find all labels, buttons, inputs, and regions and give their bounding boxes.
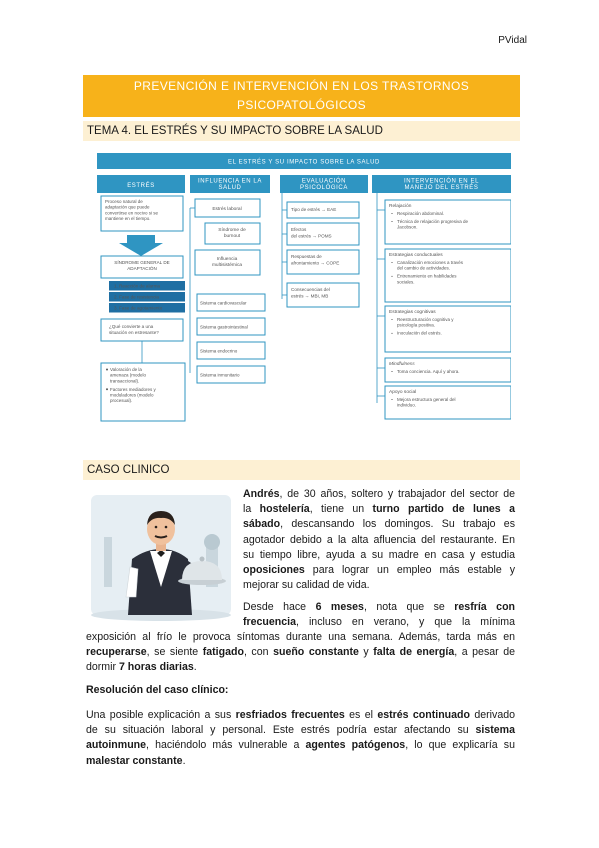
intervention-title-2: Estrategias conductuales (389, 253, 443, 258)
factor-1: Valoración de la amenaza (modelo transaccional). (110, 367, 147, 384)
case-paragraph-1 (243, 487, 515, 593)
case-paragraph-1-line: su tiempo libre, ayuda a su madre en casa y estudia (243, 548, 515, 561)
down-arrow-icon (119, 235, 163, 256)
question-label: ¿Qué convierte a una situación en estresante? (109, 324, 159, 335)
stress-definition: Proceso natural de adaptación que puede convertirse en nocivo si se mantiene en el tiempo. (105, 199, 159, 221)
bullet-icon (106, 388, 108, 390)
resolution-paragraph-line: Una posible explicación a sus resfriados frecuentes es el estrés continuado derivado (86, 709, 516, 721)
resolution-paragraph (86, 708, 515, 769)
page-title (83, 75, 520, 117)
case-paragraph-1-line: sábado, descansando los domingos. Su trabajo es (243, 518, 515, 531)
intervention-item: Reestructuración cognitiva y psicología positiva. (397, 317, 454, 328)
case-paragraph-2-line: frecuencia, incluso en verano, y que la mínima (243, 616, 515, 629)
multisystem-label: Influencia multisistémica (211, 257, 243, 268)
burnout-label: Síndrome de burnout (218, 228, 246, 239)
intervention-title-3: Estrategias cognitivas (389, 310, 436, 315)
evaluation-label-1: Tipo de estrés → EAE (291, 207, 337, 212)
col-intervencion-header-text: INTERVENCIÓN EN EL MANEJO DEL ESTRÉS (403, 178, 480, 191)
case-paragraph-1-line: agotador debido a la alta afluencia del restaurante. En (243, 533, 515, 546)
case-paragraph-1-line: mejorar su calidad de vida. (243, 579, 370, 592)
col-estres-header-text: ESTRÉS (127, 183, 155, 189)
intervention-title-5: Apoyo social (389, 390, 417, 395)
waiter-illustration (86, 487, 236, 621)
case-heading: CASO CLINICO (83, 460, 520, 480)
case-paragraph-1-line: oposiciones para lograr un empleo más estable y (243, 564, 515, 577)
case-paragraph-2-intro (243, 600, 515, 630)
syndrome-label: SÍNDROME GENERAL DE ADAPTACIÓN (114, 260, 170, 271)
factor-2: Factores mediadores y moduladores (modelo procesual). (110, 386, 156, 404)
resolution-paragraph-line: autoinmune, haciéndolo más vulnerable a agentes patógenos, lo que explicaría su (86, 739, 515, 752)
intervention-item: Técnica de relajación progresiva de Jacobson. (397, 219, 469, 230)
case-paragraph-2-line: exposición al frío le provoca síntomas durante una semana. Además, tarda más en (86, 631, 515, 643)
intervention-item: Mejora estructura general del individuo. (397, 397, 456, 408)
evaluation-label-4: Consecuencias del estrés → MBI, MB (291, 287, 330, 299)
labor-stress-label: Estrés laboral (212, 207, 242, 212)
case-paragraph-2-line: recuperarse, se siente fatigado, con sueño constante y falta de energía, a pesar de (86, 646, 515, 659)
intervention-item: Respiración abdominal. (397, 211, 445, 216)
author-label: PVidal (498, 35, 527, 46)
intervention-title-4: Mindfulness (389, 362, 415, 367)
bullet-icon (106, 369, 108, 371)
case-paragraph-2-line: Desde hace 6 meses, nota que se resfría con (243, 601, 516, 613)
intervention-item: Canalización emociones a través del cambio de actividades. (397, 260, 464, 271)
case-paragraph-2-line: dormir 7 horas diarias. (86, 661, 197, 674)
intervention-title-1: Relajación (389, 204, 412, 209)
resolution-paragraph-line: malestar constante. (86, 754, 186, 767)
phase-label-3: 3. Fase de agotamiento (114, 305, 163, 311)
intervention-item: Inoculación del estrés. (397, 330, 442, 336)
title-line-1: PREVENCIÓN E INTERVENCIÓN EN LOS TRASTORNOS (133, 79, 470, 93)
system-label-3: Sistema endocrino (200, 348, 238, 354)
phase-label-1: 1. Reacción de alarma (114, 283, 160, 289)
resolution-title: Resolución del caso clínico: (86, 684, 229, 696)
case-paragraph-1-line: Andrés, de 30 años, soltero y trabajador del sector de (243, 488, 515, 500)
evaluation-label-2: Efectos del estrés → POMS (291, 227, 332, 239)
case-paragraph-1-line: la hostelería, tiene un turno partido de lunes a (243, 503, 515, 516)
system-label-1: Sistema cardiovascular (200, 300, 247, 306)
intervention-item: Entrenamiento en habilidades sociales. (397, 273, 457, 285)
evaluation-label-3: Respuestas de afrontamiento → COPE (291, 254, 340, 266)
intervention-item: Toma conciencia. Aquí y ahora. (397, 369, 460, 374)
system-label-2: Sistema gastrointestinal (200, 324, 248, 330)
resolution-paragraph-line: de su situación laboral y personal. Este estrés podría estar afectando su sistema (86, 724, 515, 737)
system-label-4: Sistema inmunitario (200, 372, 240, 378)
case-paragraph-2 (86, 630, 515, 676)
col-evaluacion-header-text: EVALUACIÓN PSICOLÓGICA (300, 178, 348, 191)
topic-heading: TEMA 4. EL ESTRÉS Y SU IMPACTO SOBRE LA SALUD (83, 121, 520, 141)
title-line-2: PSICOPATOLÓGICOS (236, 98, 367, 112)
col-influencia-header-text: INFLUENCIA EN LA SALUD (198, 178, 262, 191)
phase-label-2: 2. Fase de resistencia (114, 294, 159, 300)
diagram-title: EL ESTRÉS Y SU IMPACTO SOBRE LA SALUD (228, 159, 380, 166)
stress-concept-diagram (97, 153, 511, 425)
